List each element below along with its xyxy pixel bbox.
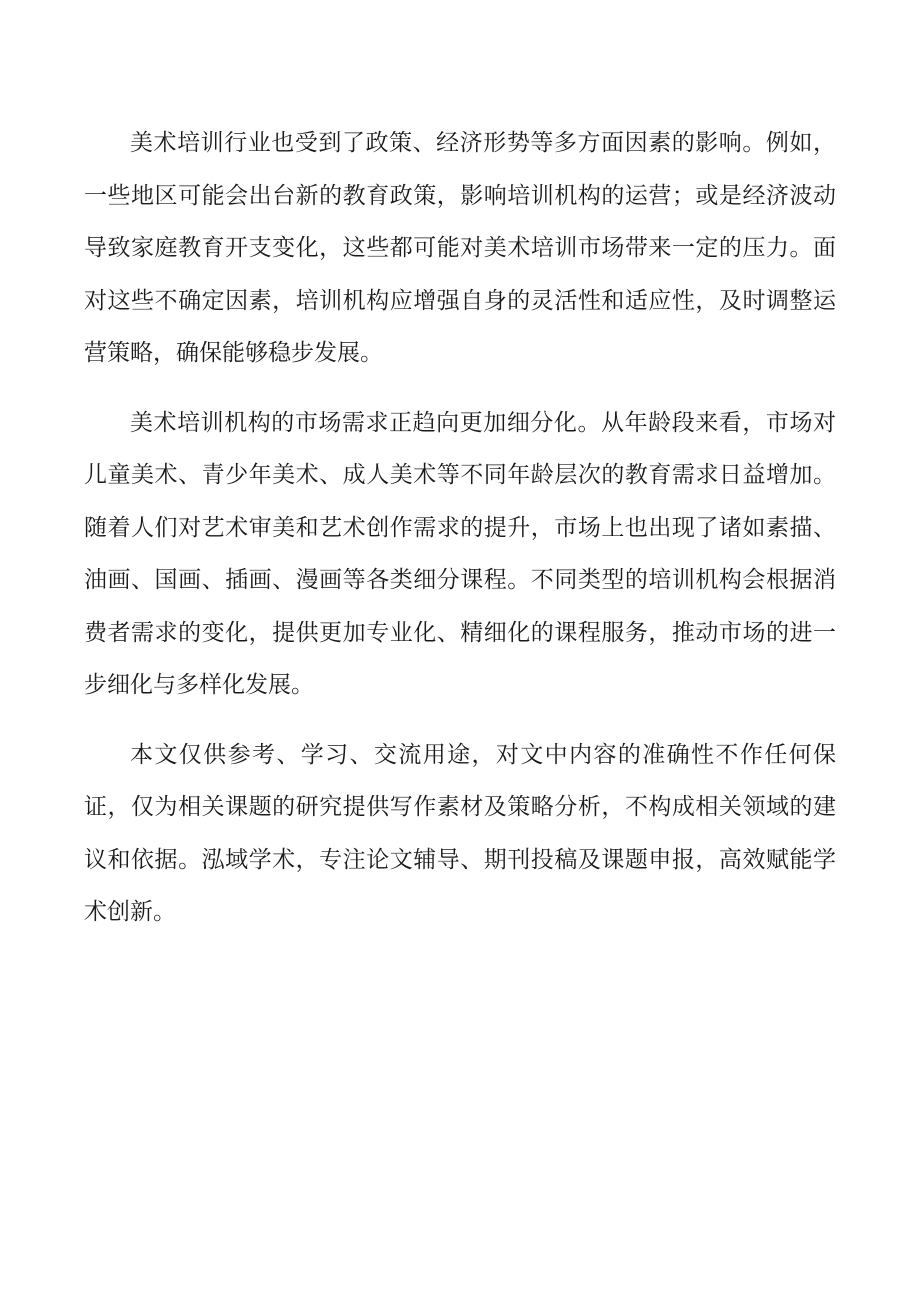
document-body — [84, 117, 836, 956]
paragraph-disclaimer: 本文仅供参考、学习、交流用途，对文中内容的准确性不作任何保证，仅为相关课题的研究提供写作素材及策略分析，不构成相关领域的建议和依据。泓域学术，专注论文辅导、期刊投稿及课题申报，高效赋能学术创新。 — [84, 741, 836, 925]
paragraph-policy-impact: 美术培训行业也受到了政策、经济形势等多方面因素的影响。例如，一些地区可能会出台新的教育政策，影响培训机构的运营；或是经济波动导致家庭教育开支变化，这些都可能对美术培训市场带来一定的压力。面对这些不确定因素，培训机构应增强自身的灵活性和适应性，及时调整运营策略，确保能够稳步发展。 — [84, 130, 836, 366]
paragraph-market-segmentation: 美术培训机构的市场需求正趋向更加细分化。从年龄段来看，市场对儿童美术、青少年美术、成人美术等不同年龄层次的教育需求日益增加。随着人们对艺术审美和艺术创作需求的提升，市场上也出现了诸如素描、油画、国画、插画、漫画等各类细分课程。不同类型的培训机构会根据消费者需求的变化，提供更加专业化、精细化的课程服务，推动市场的进一步细化与多样化发展。 — [84, 409, 836, 698]
